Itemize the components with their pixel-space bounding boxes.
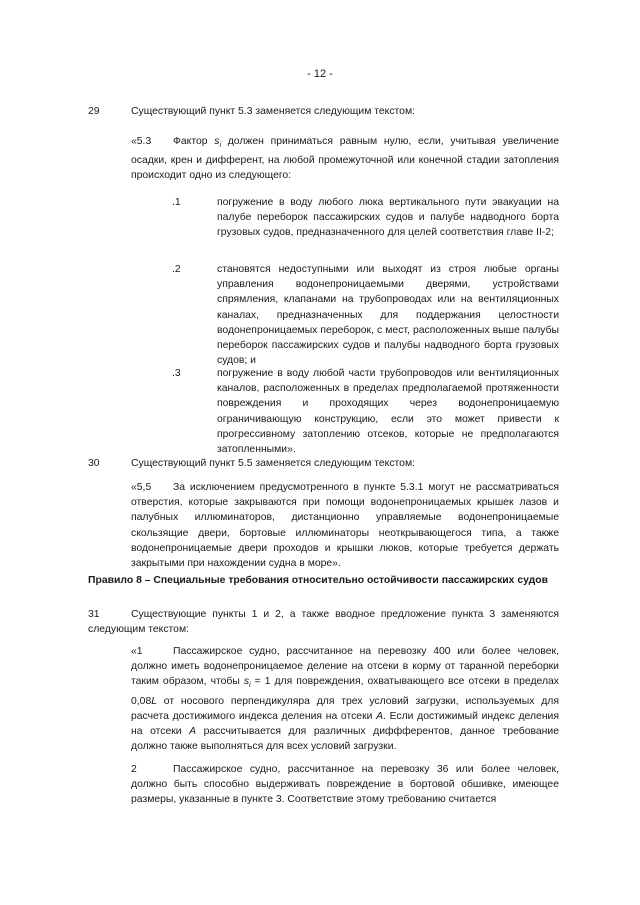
- item-number-29: 29: [88, 106, 100, 117]
- subitem-1-text: погружение в воду любого люка вертикального пути эвакуации на палубе переборок пассажирских судов и палубе надводного борта грузовых судов, предназначенного для целей соответствия главе II-2;: [217, 197, 559, 239]
- subitem-3-text: погружение в воду любой части трубопроводов или вентиляционных каналов, расположенных в пределах предполагаемой протяженности повреждения и проходящих через водонепроницаемую ограничивающую конструкцию, если это может привести к прогрессивному затоплению отсеков, которые не предполагаются затопленными».: [217, 368, 559, 456]
- page-number: - 12 -: [307, 68, 333, 80]
- paragraph-2-text: Пассажирское судно, рассчитанное на перевозку 36 или более человек, должно быть способно выдерживать повреждение в бортовой обшивке, имеющее размеры, указанные в пункте 3. Соответствие этому требованию считается: [131, 764, 559, 806]
- item-number-31: 31: [88, 609, 100, 620]
- item-29-intro: Существующий пункт 5.3 заменяется следующим текстом:: [131, 106, 415, 117]
- subitem-3-label: .3: [172, 368, 181, 379]
- paragraph-1-text: Пассажирское судно, рассчитанное на перевозку 400 или более человек, должно иметь водонепроницаемое деление на отсеки в корму от таранной переборки таким образом, чтобы $s_i = 1$ для повреждения, охватывающего все отсеки в пределах 0,08L от носового перпендикуляра для трех условий загрузки, используемых для расчета достижимого индекса деления на отсеки A. Если достижимый индекс деления на отсеки A рассчитывается для различных диффферентов, данное требование должно также выполняться для всех условий загрузки.: [131, 646, 559, 753]
- rule-8-heading: Правило 8 – Специальные требования относительно остойчивости пассажирских судов: [88, 575, 548, 586]
- paragraph-5-3-text: Фактор $s_i$ должен приниматься равным нулю, если, учитывая увеличение осадки, крен и дифферент, на любой промежуточной или конечной стадии затопления происходит одно из следующего:: [131, 136, 559, 182]
- item-30-intro: Существующий пункт 5.5 заменяется следующим текстом:: [131, 458, 415, 469]
- subitem-2-label: .2: [172, 264, 181, 275]
- item-31-intro: Существующие пункты 1 и 2, а также вводное предложение пункта 3 заменяются следующим текстом:: [88, 609, 559, 636]
- paragraph-5-5-label: «5,5: [131, 482, 152, 493]
- paragraph-5-5-text: За исключением предусмотренного в пункте 5.3.1 могут не рассматриваться отверстия, которые закрываются при помощи водонепроницаемых крышек лазов и палубных иллюминаторов, дистанционно управляемые водонепроницаемые скользящие двери, бортовые иллюминаторы неоткрывающегося типа, а также водонепроницаемые двери проходов и крышки люков, которые требуется держать закрытыми при нахождении судна в море».: [131, 482, 559, 570]
- paragraph-2-label: 2: [131, 764, 137, 775]
- subitem-1-label: .1: [172, 197, 181, 208]
- item-number-30: 30: [88, 458, 100, 469]
- paragraph-5-3-label: «5.3: [131, 136, 152, 147]
- paragraph-1-label: «1: [131, 646, 143, 657]
- subitem-2-text: становятся недоступными или выходят из строя любые органы управления водонепроницаемыми дверями, устройствами спрямления, клапанами на трубопроводах или на вентиляционных каналах, предназначенных для поддержания целостности водонепроницаемых переборок, с мест, расположенных выше палубы переборок пассажирских судов и палубы надводного борта грузовых судов; и: [217, 264, 559, 367]
